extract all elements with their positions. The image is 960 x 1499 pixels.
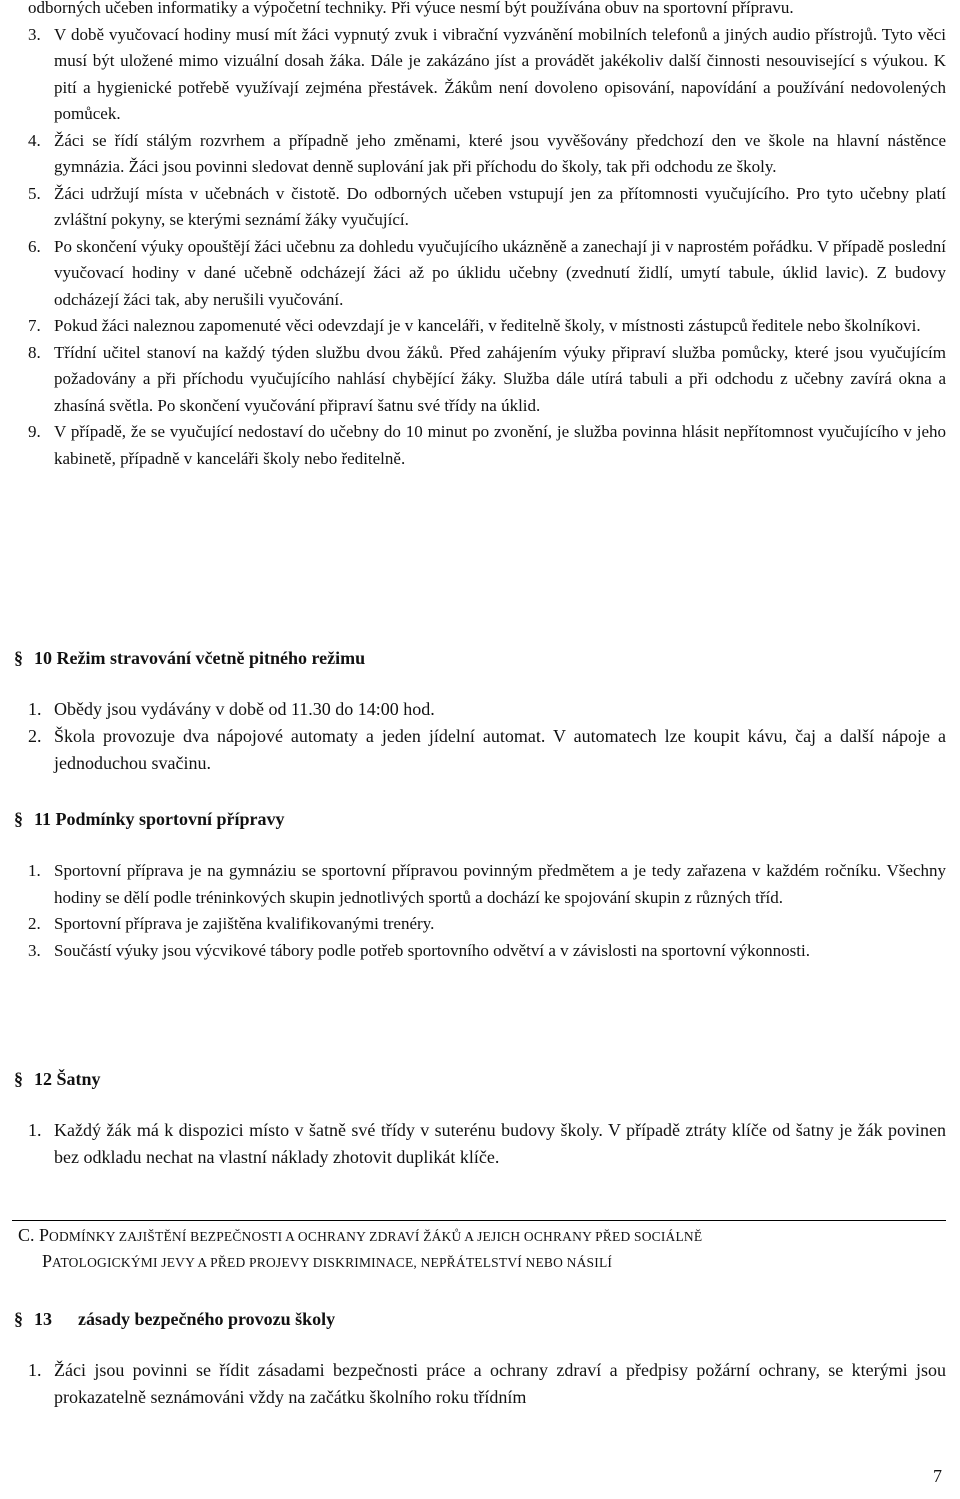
section-heading-12: § 12 Šatny xyxy=(14,1069,101,1089)
list-item: 7. Pokud žáci naleznou zapomenuté věci odevzdají je v kanceláři, v ředitelně školy, v místnosti zástupců ředitele nebo školníkovi. xyxy=(28,316,921,335)
list-item: 4. Žáci se řídí stálým rozvrhem a případně jeho změnami, které jsou vyvěšovány předchozí den ve škole na hlavní nástěnce gymnázia. Žáci jsou povinni sledovat denně suplování jak při příchodu do školy, tak při odchodu ze školy. xyxy=(28,130,946,176)
section-heading-11: § 11 Podmínky sportovní přípravy xyxy=(14,809,285,829)
continuation-paragraph: odborných učeben informatiky a výpočetní techniky. Při výuce nesmí být používána obuv na sportovní přípravu. xyxy=(28,0,794,17)
section-heading-13: § 13 zásady bezpečného provozu školy xyxy=(14,1309,336,1329)
section-13-list xyxy=(28,1357,946,1411)
list-item: 3. Součástí výuky jsou výcvikové tábory podle potřeb sportovního odvětví a v závislosti na sportovní výkonnosti. xyxy=(28,940,810,960)
list-item: 1. Obědy jsou vydávány v době od 11.30 do 14:00 hod. xyxy=(28,699,435,719)
list-item: 5. Žáci udržují místa v učebnách v čistotě. Do odborných učeben vstupují jen za přítomnosti vyučujícího. Pro tyto učebny platí zvláštní pokyny, se kterými seznámí žáky vyučující. xyxy=(28,183,946,229)
section-heading-10: § 10 Režim stravování včetně pitného režimu xyxy=(14,648,366,668)
list-item: 9. V případě, že se vyučující nedostaví do učebny do 10 minut po zvonění, je služba povinna hlásit nepřítomnost vyučujícího v jeho kabinetě, případně v kanceláři školy nebo ředitelně. xyxy=(28,422,946,468)
part-c-heading xyxy=(12,1220,946,1275)
section-11-list xyxy=(28,858,946,964)
list-item: 1. Každý žák má k dispozici místo v šatně své třídy v suterénu budovy školy. V případě ztráty klíče od šatny je žák povinen bez odkladu nechat na vlastní náklady zhotovit duplikát klíče. xyxy=(28,1120,946,1167)
list-item: 6. Po skončení výuky opouštějí žáci učebnu za dohledu vyučujícího ukázněně a zanechají ji v naprostém pořádku. V případě poslední vyučovací hodiny v dané učebně odcházejí žáci až po úklidu učebny (zvednutí židlí, umytí tabule, úklid lavic). Z budovy odcházejí žáci tak, aby nerušili vyučování. xyxy=(28,236,946,309)
list-item: 2. Škola provozuje dva nápojové automaty a jeden jídelní automat. V automatech lze koupit kávu, čaj a další nápoje a jednoduchou svačinu. xyxy=(28,726,946,773)
rules-continuation xyxy=(28,0,946,472)
list-item: 3. V době vyučovací hodiny musí mít žáci vypnutý zvuk i vibrační vyzvánění mobilních telefonů a jiných audio přístrojů. Tyto věci musí být uložené mimo vizuální dosah žáka. Dále je zakázáno jíst a provádět jakékoliv další činnosti nesouvisející s výukou. K pití a hygienické potřebě využívají zejména přestávek. Žákům není dovoleno opisování, napovídání a používání nedovolených pomůcek. xyxy=(28,24,946,123)
part-c-line-1: C. PODMÍNKY ZAJIŠTĚNÍ BEZPEČNOSTI A OCHRANY ZDRAVÍ ŽÁKŮ A JEJICH OCHRANY PŘED SOCIÁLNĚ xyxy=(18,1225,703,1245)
list-item: 8. Třídní učitel stanoví na každý týden službu dvou žáků. Před zahájením výuky připraví služba pomůcky, které jsou vyučujícím požadovány a při příchodu vyučujícího nahlásí chybějící žáky. Služba dále utírá tabuli a při odchodu z učebny zavírá okna a zhasíná světla. Po skončení vyučování připraví šatnu své třídy na úklid. xyxy=(28,342,946,415)
part-c-line-2: PATOLOGICKÝMI JEVY A PŘED PROJEVY DISKRIMINACE, NEPŘÁTELSTVÍ NEBO NÁSILÍ xyxy=(42,1251,613,1271)
section-10-list xyxy=(28,696,946,777)
list-item: 1. Sportovní příprava je na gymnáziu se sportovní přípravou povinným předmětem a je tedy zařazena v každém ročníku. Všechny hodiny se dělí podle tréninkových skupin jednotlivých sportů a dochází ke spojování skupin z různých tříd. xyxy=(28,861,946,907)
list-item: 2. Sportovní příprava je zajištěna kvalifikovanými trenéry. xyxy=(28,914,435,933)
section-12-list xyxy=(28,1117,946,1171)
page-number: 7 xyxy=(933,1466,942,1486)
list-item: 1. Žáci jsou povinni se řídit zásadami bezpečnosti práce a ochrany zdraví a předpisy požární ochrany, se kterými jsou prokazatelně seznámováni vždy na začátku školního roku třídním xyxy=(28,1360,946,1407)
